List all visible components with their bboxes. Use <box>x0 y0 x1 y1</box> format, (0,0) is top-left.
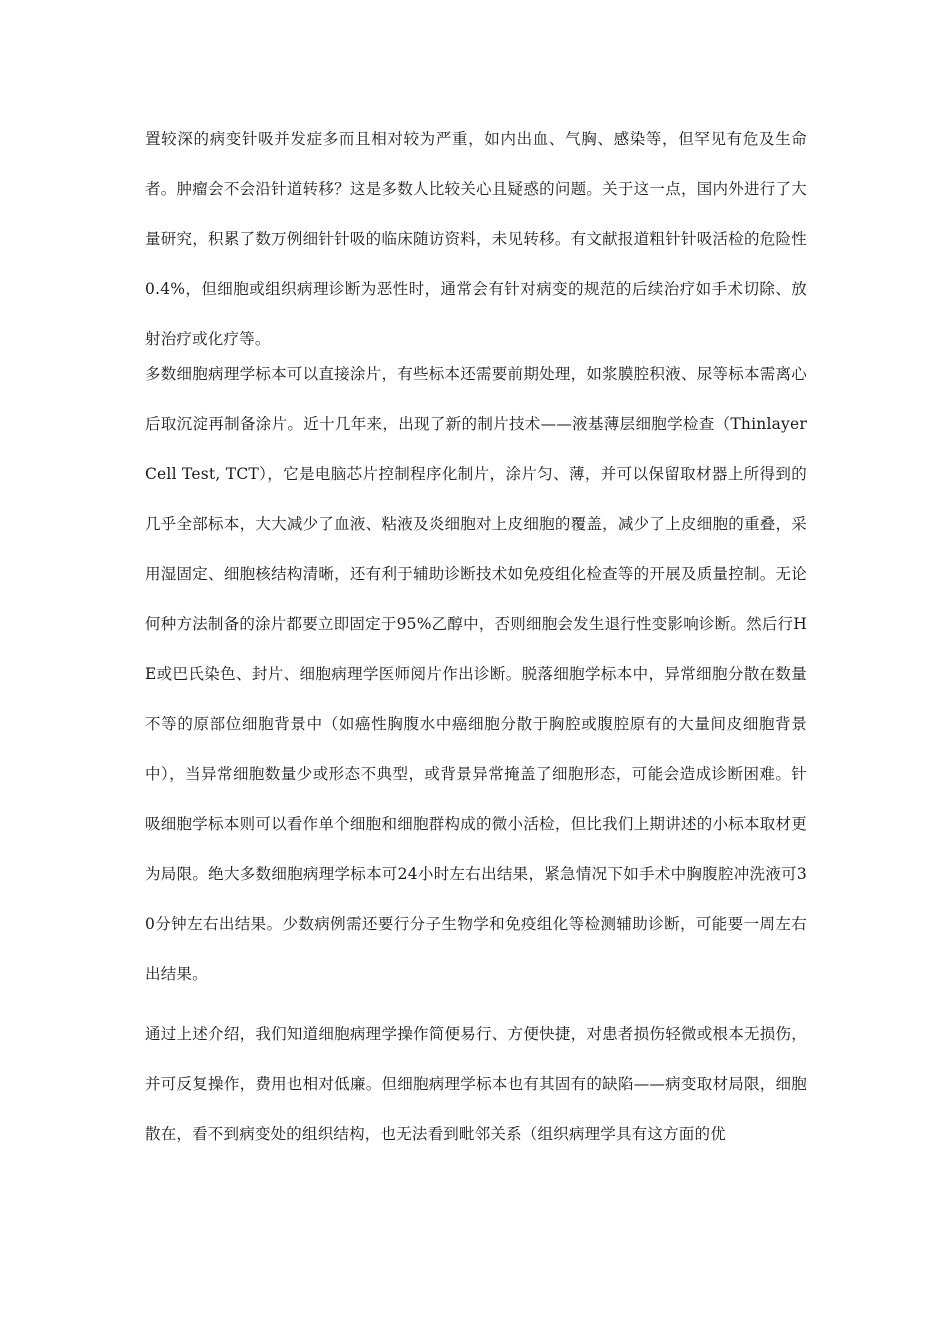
paragraph-1: 置较深的病变针吸并发症多而且相对较为严重，如内出血、气胸、感染等，但罕见有危及生命者。肿瘤会不会沿针道转移？这是多数人比较关心且疑惑的问题。关于这一点，国内外进行了大量研究，积累了数万例细针针吸的临床随访资料，未见转移。有文献报道粗针针吸活检的危险性0.4%，但细胞或组织病理诊断为恶性时，通常会有针对病变的规范的后续治疗如手术切除、放射治疗或化疗等。 <box>145 130 807 348</box>
paragraph-2: 多数细胞病理学标本可以直接涂片，有些标本还需要前期处理，如浆膜腔积液、尿等标本需离心后取沉淀再制备涂片。近十几年来，出现了新的制片技术——液基薄层细胞学检查（Thinlayer Cell Test, TCT），它是电脑芯片控制程序化制片，涂片匀、薄，并可以保留取材器上所得到的几乎全部标本，大大减少了血液、粘液及炎细胞对上皮细胞的覆盖，减少了上皮细胞的重叠，采用湿固定、细胞核结构清晰，还有利于辅助诊断技术如免疫组化检查等的开展及质量控制。无论何种方法制备的涂片都要立即固定于95%乙醇中，否则细胞会发生退行性变影响诊断。然后行HE或巴氏染色、封片、细胞病理学医师阅片作出诊断。脱落细胞学标本中，异常细胞分散在数量不等的原部位细胞背景中（如癌性胸腹水中癌细胞分散于胸腔或腹腔原有的大量间皮细胞背景中），当异常细胞数量少或形态不典型，或背景异常掩盖了细胞形态，可能会造成诊断困难。针吸细胞学标本则可以看作单个细胞和细胞群构成的微小活检，但比我们上期讲述的小标本取材更为局限。绝大多数细胞病理学标本可24小时左右出结果，紧急情况下如手术中胸腹腔冲洗液可30分钟左右出结果。少数病例需还要行分子生物学和免疫组化等检测辅助诊断，可能要一周左右出结果。 <box>145 365 807 983</box>
document-body <box>145 114 807 1159</box>
paragraph-3: 通过上述介绍，我们知道细胞病理学操作简便易行、方便快捷，对患者损伤轻微或根本无损伤，并可反复操作，费用也相对低廉。但细胞病理学标本也有其固有的缺陷——病变取材局限，细胞散在，看不到病变处的组织结构，也无法看到毗邻关系（组织病理学具有这方面的优 <box>145 1025 807 1143</box>
